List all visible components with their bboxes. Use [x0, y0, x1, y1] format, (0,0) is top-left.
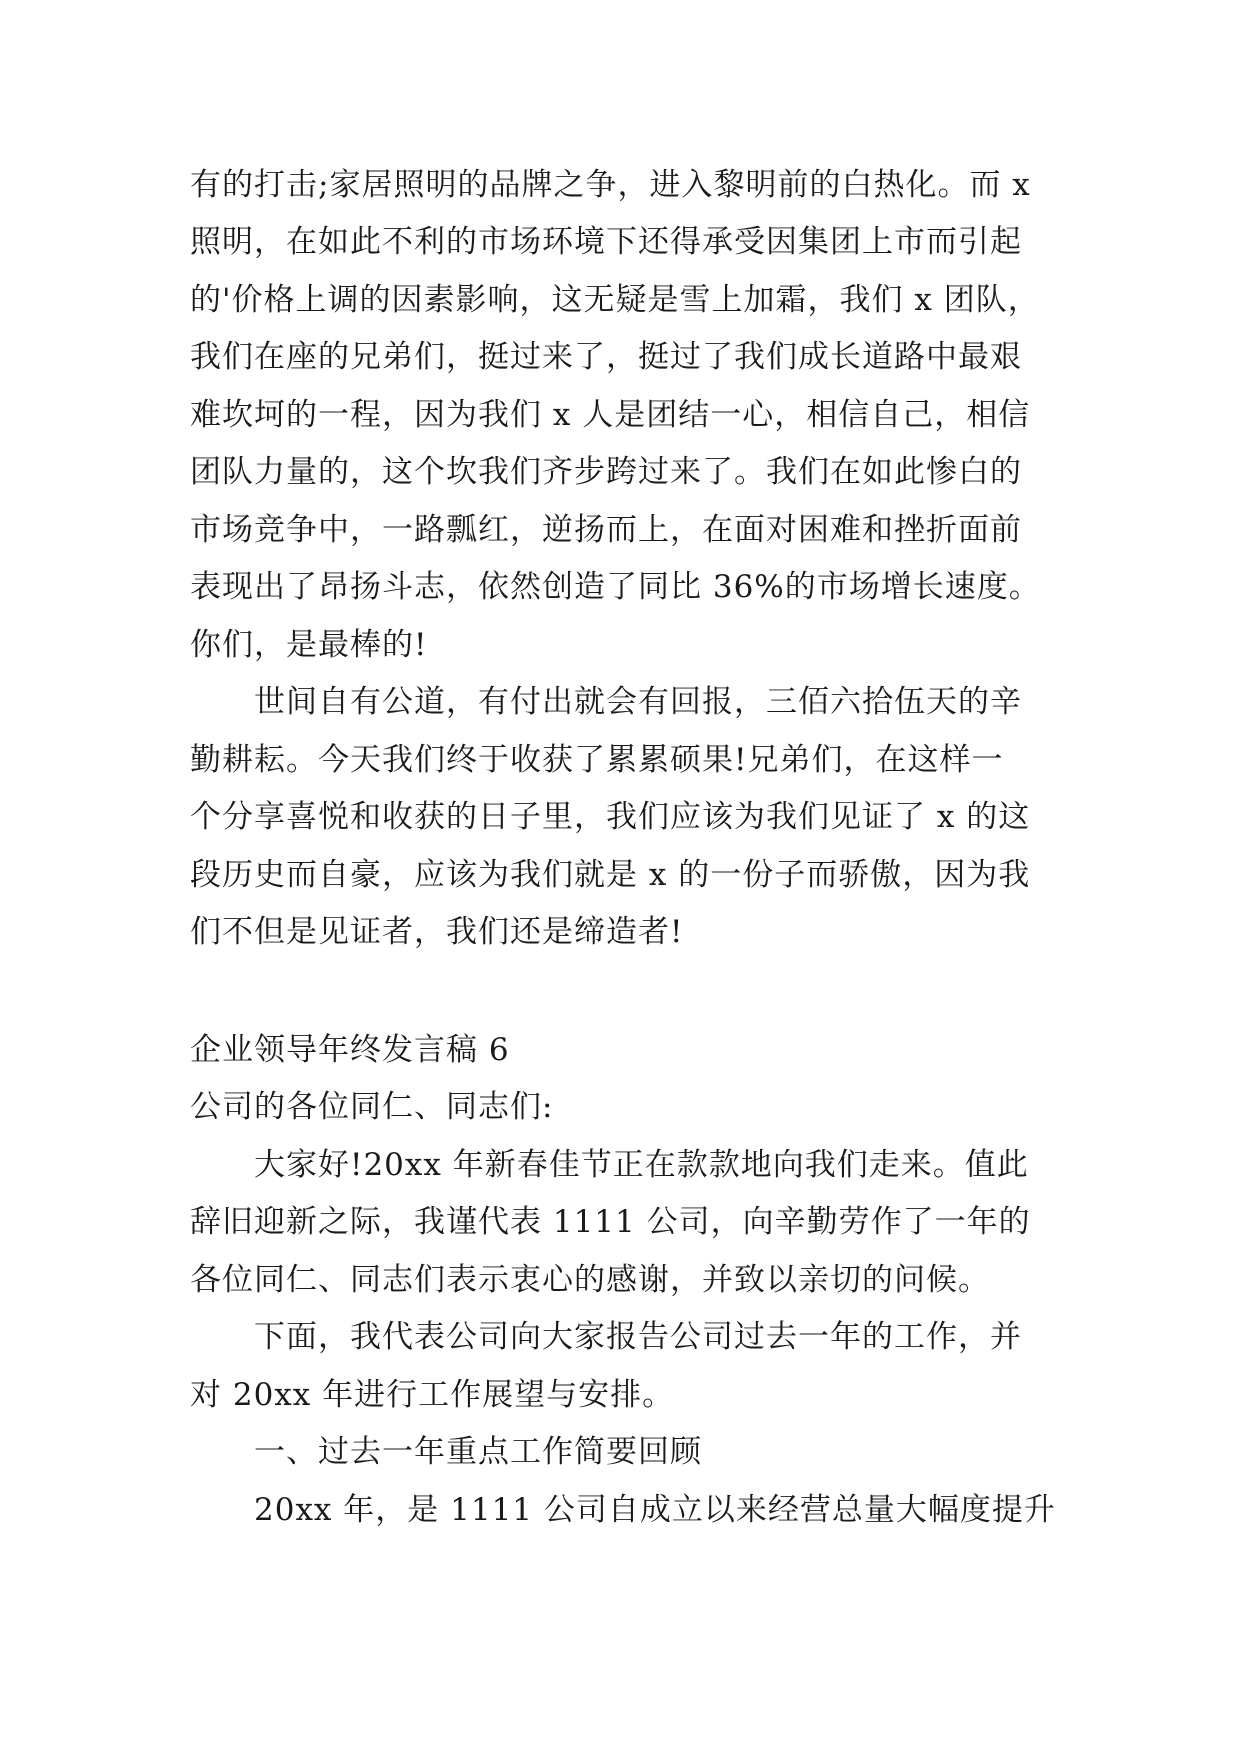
paragraph-line: 世间自有公道，有付出就会有回报，三佰六拾伍天的辛	[254, 684, 1022, 720]
paragraph-line: 们不但是见证者，我们还是缔造者!	[190, 914, 684, 950]
paragraph-line: 段历史而自豪，应该为我们就是 x 的一份子而骄傲，因为我	[190, 857, 1031, 893]
paragraph-line: 的'价格上调的因素影响，这无疑是雪上加霜，我们 x 团队，	[190, 282, 1040, 318]
paragraph-line: 各位同仁、同志们表示衷心的感谢，并致以亲切的问候。	[190, 1262, 990, 1298]
subheading: 一、过去一年重点工作简要回顾	[254, 1434, 702, 1470]
paragraph-line: 你们，是最棒的!	[190, 627, 428, 663]
paragraph-line: 辞旧迎新之际，我谨代表 1111 公司，向辛勤劳作了一年的	[190, 1204, 1031, 1240]
paragraph-line: 团队力量的，这个坎我们齐步跨过来了。我们在如此惨白的	[190, 454, 1022, 490]
paragraph-line: 20xx 年，是 1111 公司自成立以来经营总量大幅度提升	[254, 1492, 1056, 1528]
paragraph-line: 勤耕耘。今天我们终于收获了累累硕果!兄弟们，在这样一	[190, 742, 1004, 778]
section-title: 企业领导年终发言稿 6	[190, 1032, 510, 1068]
paragraph-line: 市场竞争中，一路瓢红，逆扬而上，在面对困难和挫折面前	[190, 512, 1022, 548]
paragraph-line: 个分享喜悦和收获的日子里，我们应该为我们见证了 x 的这	[190, 799, 1031, 835]
paragraph-line: 有的打击;家居照明的品牌之争，进入黎明前的白热化。而 x	[190, 167, 1031, 203]
paragraph-line: 对 20xx 年进行工作展望与安排。	[190, 1377, 675, 1413]
paragraph-line: 难坎坷的一程，因为我们 x 人是团结一心，相信自己，相信	[190, 397, 1031, 433]
salutation: 公司的各位同仁、同志们:	[190, 1089, 554, 1125]
paragraph-line: 下面，我代表公司向大家报告公司过去一年的工作，并	[254, 1319, 1022, 1355]
paragraph-line: 我们在座的兄弟们，挺过来了，挺过了我们成长道路中最艰	[190, 339, 1022, 375]
paragraph-line: 大家好!20xx 年新春佳节正在款款地向我们走来。值此	[254, 1147, 1029, 1183]
paragraph-line: 照明，在如此不利的市场环境下还得承受因集团上市而引起	[190, 224, 1022, 260]
paragraph-line: 表现出了昂扬斗志，依然创造了同比 36%的市场增长速度。	[190, 569, 1041, 605]
